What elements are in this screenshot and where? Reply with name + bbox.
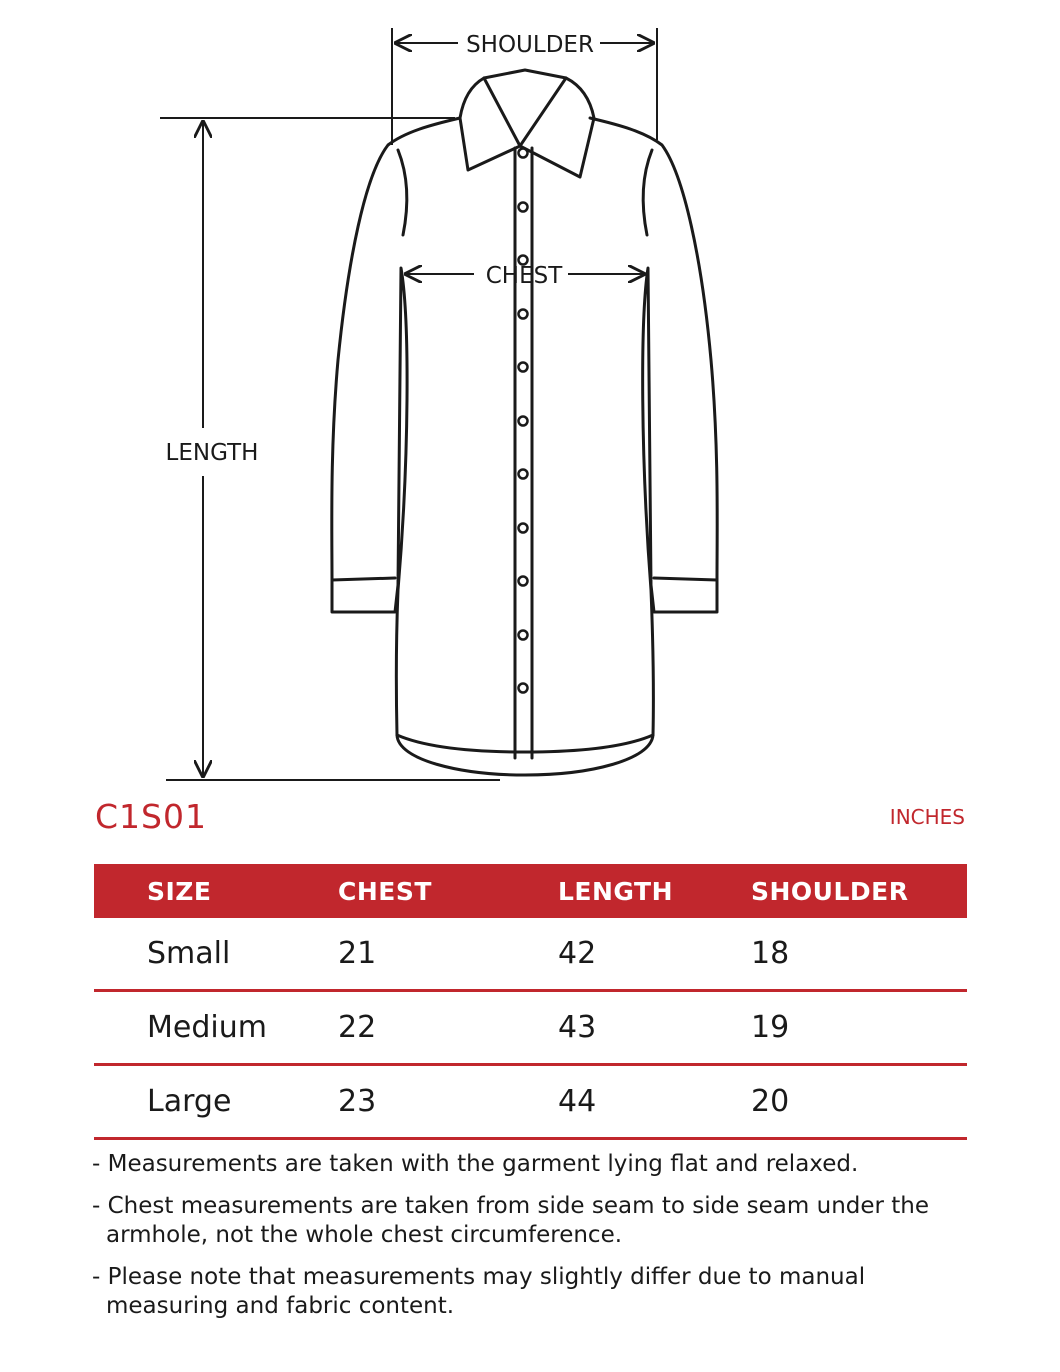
cell-chest: 22 <box>338 991 558 1065</box>
length-label: LENGTH <box>165 440 259 466</box>
table-row <box>94 918 967 991</box>
cell-chest: 21 <box>338 918 558 991</box>
cell-shoulder: 18 <box>751 918 967 991</box>
units-label: INCHES <box>889 805 965 829</box>
cell-length: 42 <box>558 918 751 991</box>
chest-label: CHEST <box>485 263 563 289</box>
cell-length: 43 <box>558 991 751 1065</box>
cell-size: Medium <box>94 991 338 1065</box>
table-header-row <box>94 864 967 918</box>
size-chart-table <box>94 864 967 1140</box>
header-chest: CHEST <box>338 864 558 918</box>
cell-chest: 23 <box>338 1065 558 1139</box>
style-code: C1S01 <box>95 797 207 836</box>
table-row <box>94 1065 967 1139</box>
cell-size: Large <box>94 1065 338 1139</box>
cell-size: Small <box>94 918 338 991</box>
table-row <box>94 991 967 1065</box>
header-shoulder: SHOULDER <box>751 864 967 918</box>
note-item: - Chest measurements are taken from side seam to side seam under the armhole, not the whole chest circumference. <box>92 1193 930 1248</box>
shoulder-label: SHOULDER <box>466 32 594 58</box>
cell-shoulder: 20 <box>751 1065 967 1139</box>
note-item: - Measurements are taken with the garment lying flat and relaxed. <box>92 1151 859 1177</box>
header-length: LENGTH <box>558 864 751 918</box>
cell-shoulder: 19 <box>751 991 967 1065</box>
header-size: SIZE <box>94 864 338 918</box>
measurement-notes <box>92 1150 992 1334</box>
cell-length: 44 <box>558 1065 751 1139</box>
note-item: - Please note that measurements may slightly differ due to manual measuring and fabric content. <box>92 1264 866 1319</box>
button-icons <box>519 149 528 693</box>
